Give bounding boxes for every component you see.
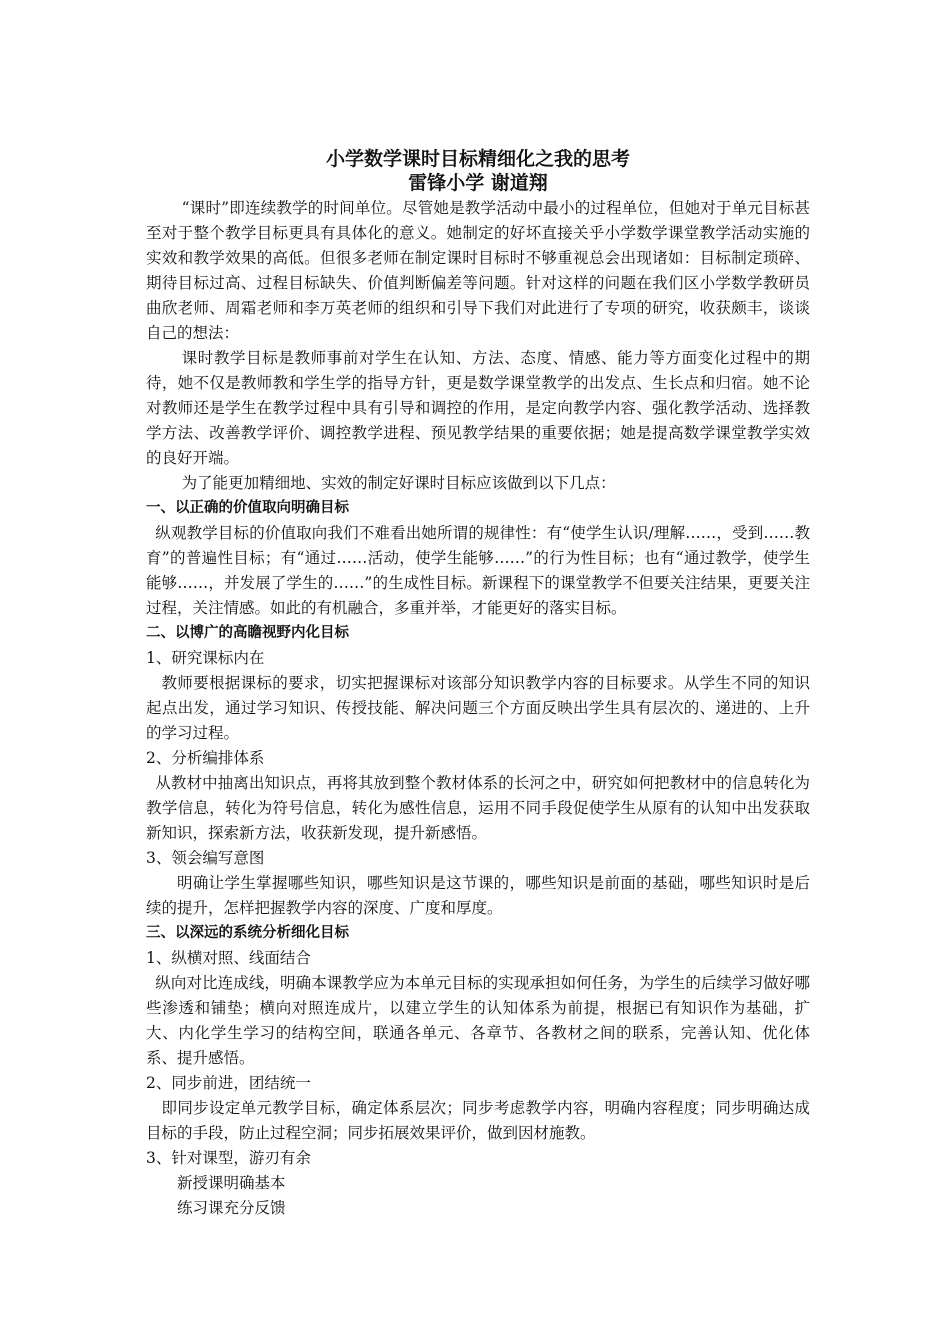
intro-paragraph-3: 为了能更加精细地、实效的制定好课时目标应该做到以下几点： — [181, 474, 616, 492]
intro-paragraph-2: 课时教学目标是教师事前对学生在认知、方法、态度、情感、能力等方面变化过程中的期待，她不仅是教师教和学生学的指导方针，更是数学课堂教学的出发点、生长点和归宿。她不论对教师还是学生在教学过程中具有引导和调控的作用，是定向教学内容、强化教学活动、选择教学方法、改善教学评价、调控教学进程、预见教学结果的重要依据；她是提高数学课堂教学实效的良好开端。 — [146, 349, 810, 467]
section-2-item-1-label: 1、研究课标内在 — [146, 649, 265, 667]
section-3-item-1-body: 纵向对比连成线，明确本课教学应为本单元目标的实现承担如何任务，为学生的后续学习做好哪些渗透和铺垫；横向对照连成片，以建立学生的认知体系为前提，根据已有知识作为基础，扩大、内化学生学习的结构空间，联通各单元、各章节、各教材之间的联系，完善认知、优化体系、提升感悟。 — [146, 974, 810, 1067]
section-3-item-1-label: 1、纵横对照、线面结合 — [146, 949, 311, 967]
document-title: 小学数学课时目标精细化之我的思考 — [325, 148, 630, 170]
section-2-item-1-body: 教师要根据课标的要求，切实把握课标对该部分知识教学内容的目标要求。从学生不同的知识起点出发，通过学习知识、传授技能、解决问题三个方面反映出学生具有层次的、递进的、上升的学习过程。 — [146, 674, 810, 742]
section-3-item-3-label: 3、针对课型，游刃有余 — [146, 1149, 311, 1167]
section-3-item-3-line-1: 新授课明确基本 — [177, 1174, 286, 1192]
document-author: 雷锋小学 谢道翔 — [408, 172, 548, 194]
section-3-heading: 三、以深远的系统分析细化目标 — [146, 925, 349, 941]
section-1-heading: 一、以正确的价值取向明确目标 — [146, 500, 349, 516]
section-1-body: 纵观教学目标的价值取向我们不难看出她所谓的规律性：有“使学生认识/理解……，受到……教育”的普遍性目标；有“通过……活动，使学生能够……”的行为性目标；也有“通过教学，使学生能够……，并发展了学生的……”的生成性目标。新课程下的课堂教学不但要关注结果，更要关注过程，关注情感。如此的有机融合，多重并举，才能更好的落实目标。 — [146, 524, 810, 617]
section-3-item-2-body: 即同步设定单元教学目标，确定体系层次；同步考虑教学内容，明确内容程度；同步明确达成目标的手段，防止过程空洞；同步拓展效果评价，做到因材施教。 — [146, 1099, 810, 1142]
section-2-item-3-body: 明确让学生掌握哪些知识，哪些知识是这节课的，哪些知识是前面的基础，哪些知识时是后续的提升，怎样把握教学内容的深度、广度和厚度。 — [146, 874, 810, 917]
section-3-item-2-label: 2、同步前进，团结统一 — [146, 1074, 311, 1092]
section-2-item-2-label: 2、分析编排体系 — [146, 749, 265, 767]
section-2-heading: 二、以博广的高瞻视野内化目标 — [146, 625, 349, 641]
section-2-item-3-label: 3、领会编写意图 — [146, 849, 265, 867]
document-body — [146, 147, 810, 1221]
section-3-item-3-line-2: 练习课充分反馈 — [177, 1199, 286, 1217]
intro-paragraph-1: “课时”即连续教学的时间单位。尽管她是教学活动中最小的过程单位，但她对于单元目标甚至对于整个教学目标更具有具体化的意义。她制定的好坏直接关乎小学数学课堂教学活动实施的实效和教学效果的高低。但很多老师在制定课时目标时不够重视总会出现诸如：目标制定琐碎、期待目标过高、过程目标缺失、价值判断偏差等问题。针对这样的问题在我们区小学数学教研员曲欣老师、周霜老师和李万英老师的组织和引导下我们对此进行了专项的研究，收获颇丰，谈谈自己的想法： — [146, 199, 810, 342]
section-2-item-2-body: 从教材中抽离出知识点，再将其放到整个教材体系的长河之中，研究如何把教材中的信息转化为教学信息，转化为符号信息，转化为感性信息，运用不同手段促使学生从原有的认知中出发获取新知识，探索新方法，收获新发现，提升新感悟。 — [146, 774, 810, 842]
